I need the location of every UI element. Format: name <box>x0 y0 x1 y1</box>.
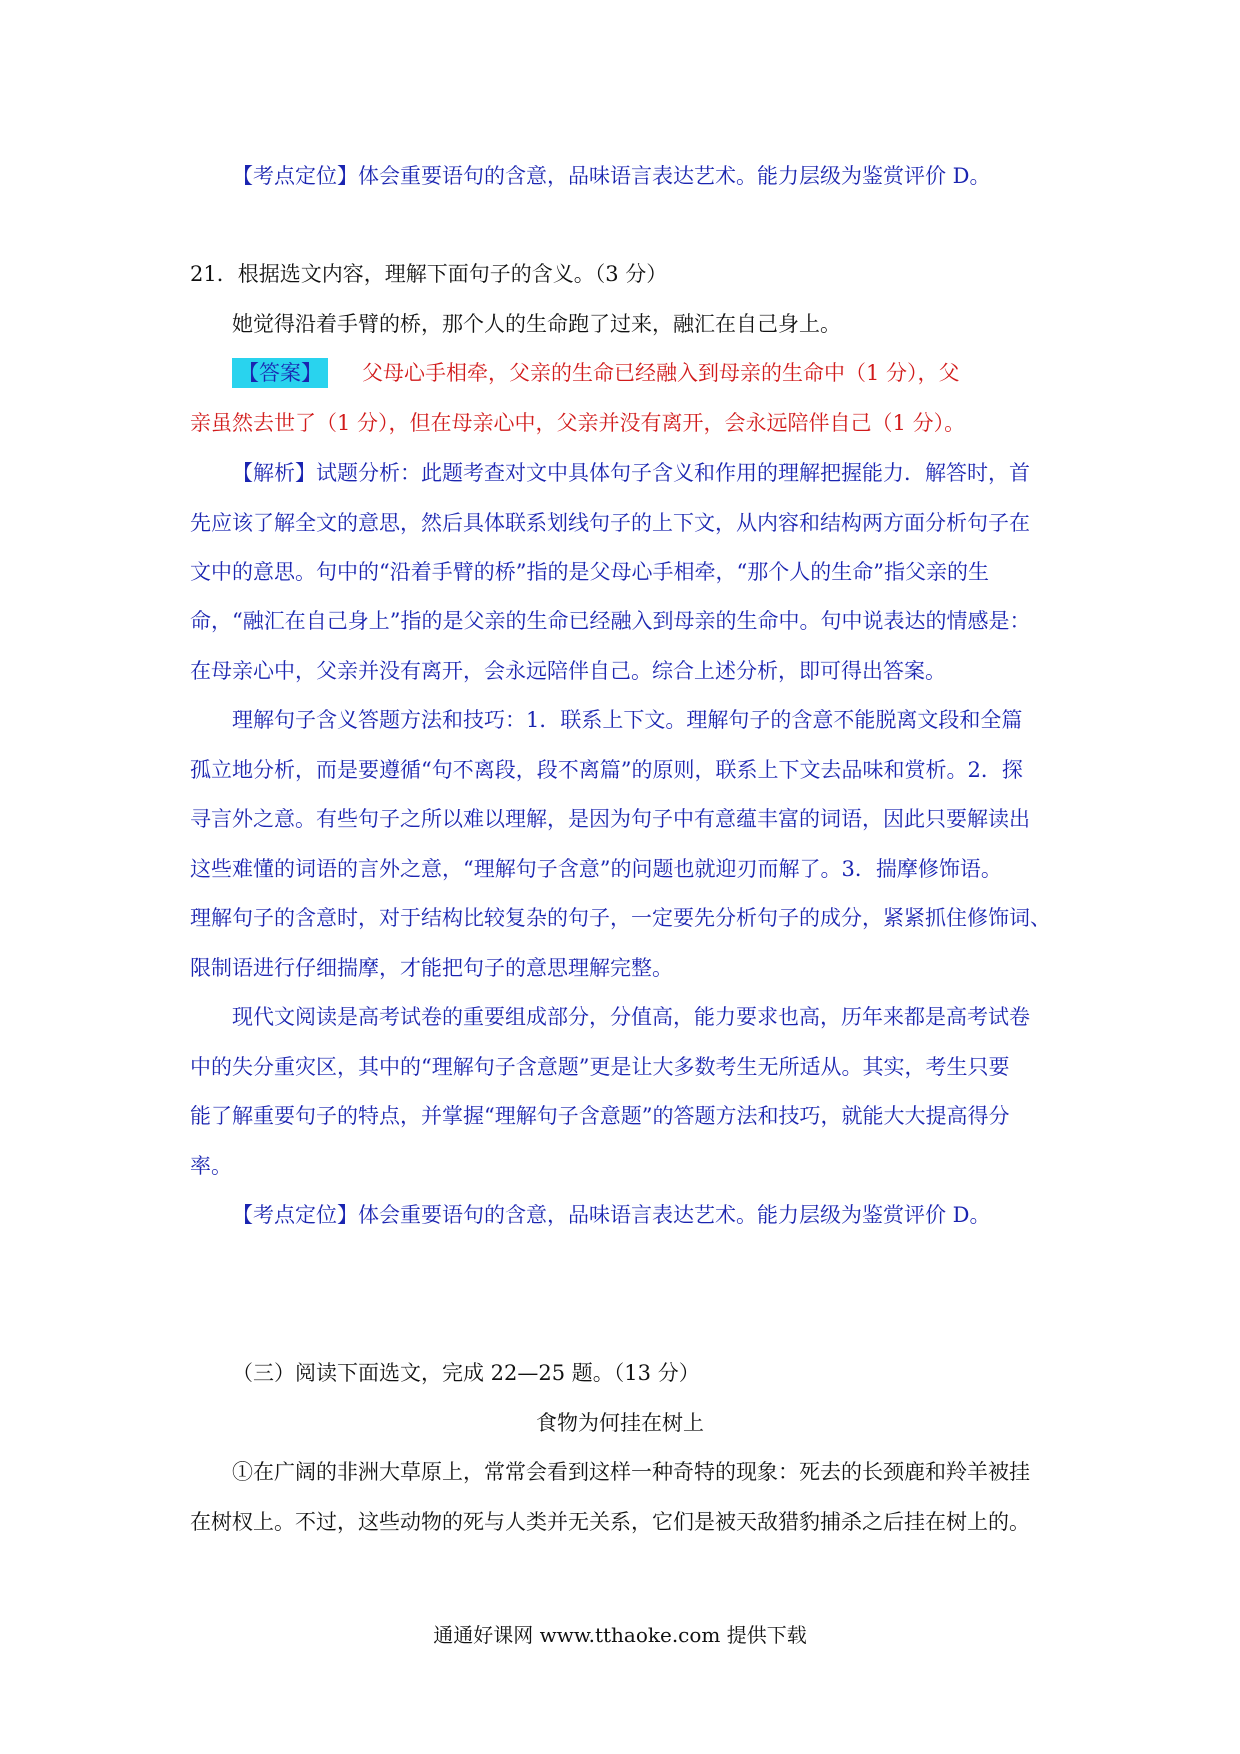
article-para-line-2: 在树杈上。不过，这些动物的死与人类并无关系，它们是被天敌猎豹捕杀之后挂在树上的。 <box>190 1510 1030 1534</box>
modern-line-2: 中的失分重灾区，其中的“理解句子含意题”更是让大多数考生无所适从。其实，考生只要 <box>190 1055 1010 1079</box>
method-line-6: 限制语进行仔细揣摩，才能把句子的意思理解完整。 <box>190 956 673 980</box>
kaodian-text-2: 体会重要语句的含意，品味语言表达艺术。能力层级为鉴赏评价 D。 <box>358 1203 991 1227</box>
modern-line-4: 率。 <box>190 1154 232 1178</box>
kaodian-line-bottom <box>232 1200 1060 1230</box>
kaodian-tag: 【考点定位】 <box>232 164 358 188</box>
analysis-text-1: 试题分析：此题考查对文中具体句子含义和作用的理解把握能力．解答时，首 <box>316 461 1030 485</box>
question-21-sentence: 她觉得沿着手臂的桥，那个人的生命跑了过来，融汇在自己身上。 <box>232 312 841 336</box>
method-line-4: 这些难懂的词语的言外之意，“理解句子含意”的问题也就迎刃而解了。3．揣摩修饰语。 <box>190 857 1002 881</box>
method-line-5: 理解句子的含意时，对于结构比较复杂的句子，一定要先分析句子的成分，紧紧抓住修饰词、 <box>190 906 1051 930</box>
modern-line-1: 现代文阅读是高考试卷的重要组成部分，分值高，能力要求也高，历年来都是高考试卷 <box>232 1005 1030 1029</box>
analysis-line-2: 先应该了解全文的意思，然后具体联系划线句子的上下文，从内容和结构两方面分析句子在 <box>190 511 1030 535</box>
kaodian-text: 体会重要语句的含意，品味语言表达艺术。能力层级为鉴赏评价 D。 <box>358 164 991 188</box>
analysis-line-4: 命，“融汇在自己身上”指的是父亲的生命已经融入到母亲的生命中。句中说表达的情感是： <box>190 609 1031 633</box>
article-para-line-1: ①在广阔的非洲大草原上，常常会看到这样一种奇特的现象：死去的长颈鹿和羚羊被挂 <box>232 1460 1030 1484</box>
method-line-1: 理解句子含义答题方法和技巧：1．联系上下文。理解句子的含意不能脱离文段和全篇 <box>232 708 1023 732</box>
method-line-2: 孤立地分析，而是要遵循“句不离段，段不离篇”的原则，联系上下文去品味和赏析。2．探 <box>190 758 1023 782</box>
modern-line-3: 能了解重要句子的特点，并掌握“理解句子含意题”的答题方法和技巧，就能大大提高得分 <box>190 1104 1010 1128</box>
kaodian-line-top <box>232 161 1060 191</box>
analysis-tag: 【解析】 <box>232 461 316 485</box>
answer-line-1 <box>232 358 1060 388</box>
kaodian-tag-2: 【考点定位】 <box>232 1203 358 1227</box>
analysis-line-3: 文中的意思。句中的“沿着手臂的桥”指的是父母心手相牵，“那个人的生命”指父亲的生 <box>190 560 989 584</box>
article-title: 食物为何挂在树上 <box>536 1411 704 1435</box>
question-21-title: 21．根据选文内容，理解下面句子的含义。（3 分） <box>190 262 668 286</box>
answer-tag: 【答案】 <box>232 358 328 388</box>
section-3-heading: （三）阅读下面选文，完成 22—25 题。（13 分） <box>232 1361 700 1385</box>
method-line-3: 寻言外之意。有些句子之所以难以理解，是因为句子中有意蕴丰富的词语，因此只要解读出 <box>190 807 1030 831</box>
answer-line-2: 亲虽然去世了（1 分），但在母亲心中，父亲并没有离开，会永远陪伴自己（1 分）。 <box>190 411 966 435</box>
analysis-line-1 <box>232 458 1060 488</box>
page-footer: 通通好课网 www.tthaoke.com 提供下载 <box>433 1623 807 1647</box>
answer-text-1: 父母心手相牵，父亲的生命已经融入到母亲的生命中（1 分），父 <box>362 361 960 385</box>
analysis-line-5: 在母亲心中，父亲并没有离开，会永远陪伴自己。综合上述分析，即可得出答案。 <box>190 659 946 683</box>
